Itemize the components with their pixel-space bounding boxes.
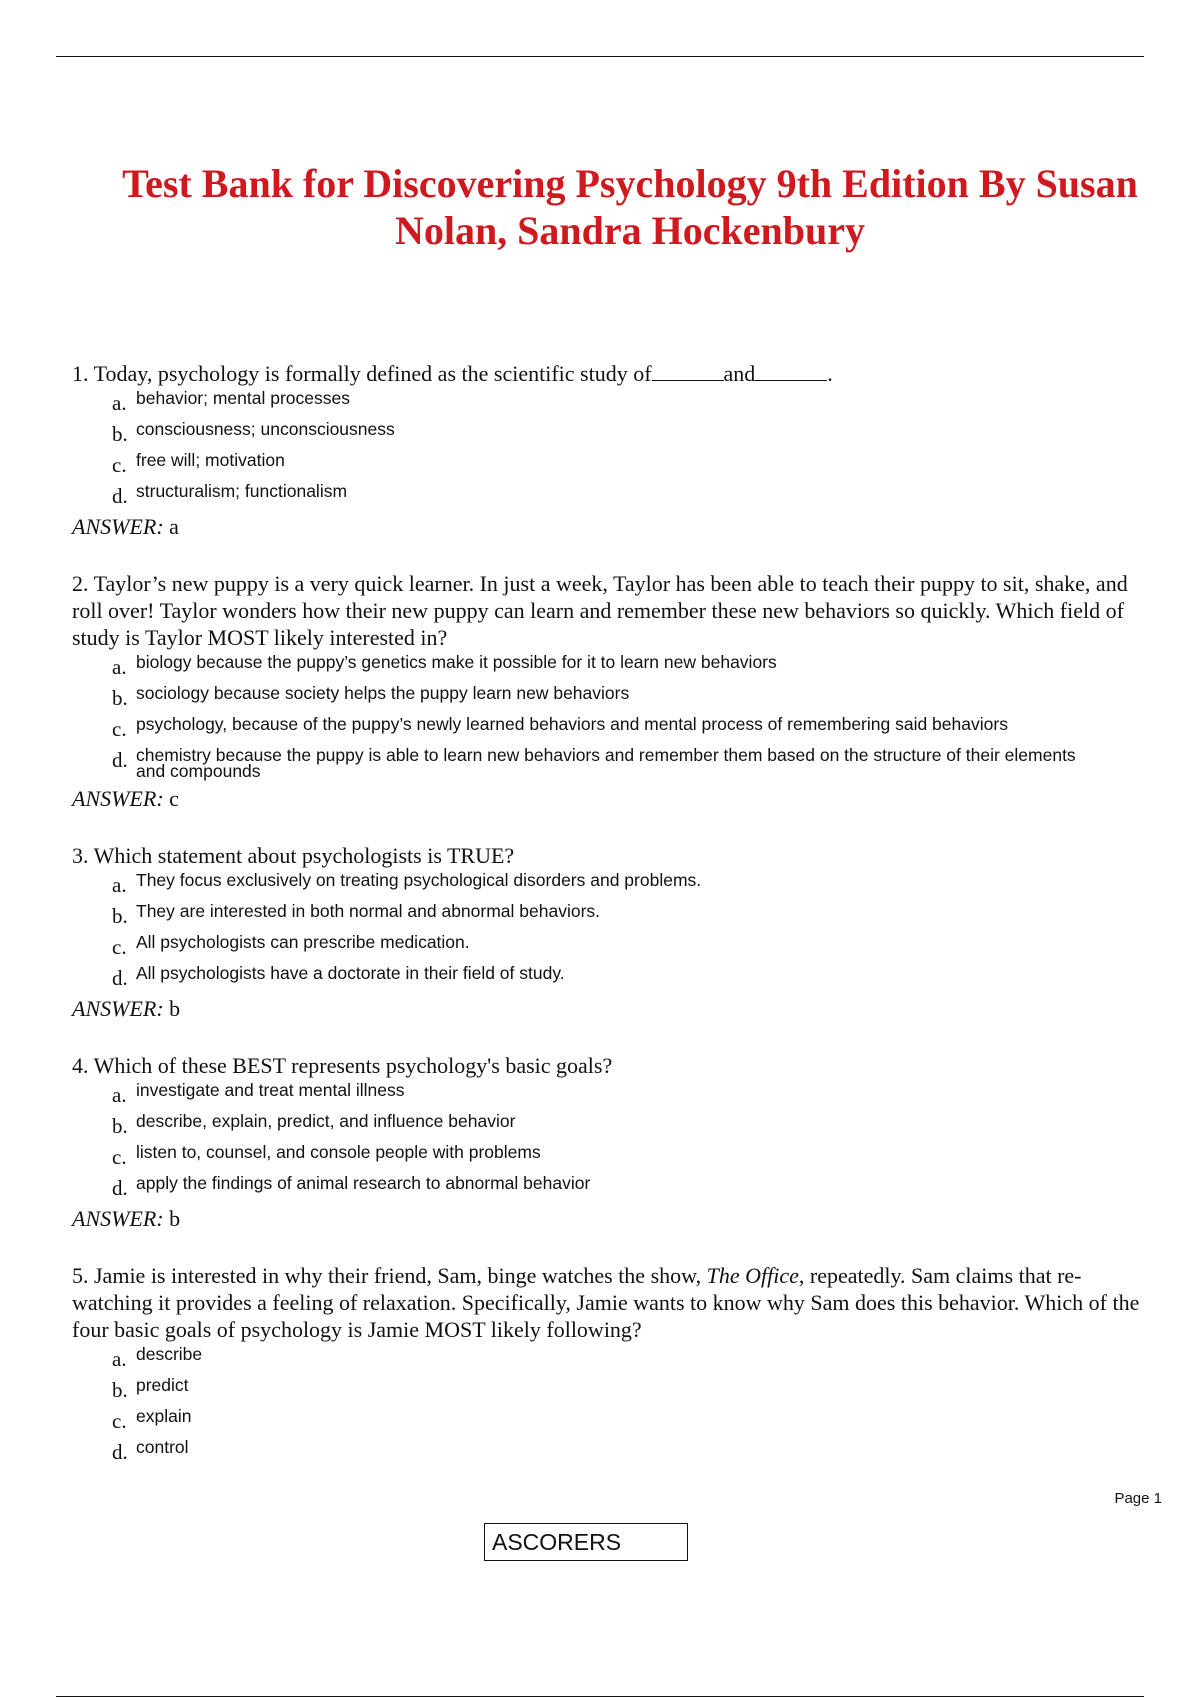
question-5 <box>72 1262 1162 1463</box>
answer-line <box>72 514 1162 540</box>
option-list <box>72 654 1162 779</box>
option-list <box>72 1346 1162 1463</box>
option-c: c. explain <box>112 1406 192 1433</box>
answer-value: c <box>169 786 179 811</box>
answer-line <box>72 786 1162 812</box>
option-d: d. structuralism; functionalism <box>112 481 348 508</box>
question-text: 3. Which statement about psychologists is TRUE? <box>72 843 515 868</box>
option-a: a. behavior; mental processes <box>112 388 350 415</box>
option-d: d. apply the findings of animal research to abnormal behavior <box>112 1173 591 1200</box>
option-b: b. They are interested in both normal and abnormal behaviors. <box>112 901 601 928</box>
question-number: 3. <box>72 843 89 868</box>
top-rule <box>56 56 1144 57</box>
answer-line <box>72 1206 1162 1232</box>
answer-value: a <box>169 514 179 539</box>
question-4 <box>72 1052 1162 1232</box>
fill-blank <box>755 362 827 381</box>
option-c: c. All psychologists can prescribe medication. <box>112 932 470 959</box>
question-number: 1. <box>72 361 89 386</box>
option-b: b. predict <box>112 1375 189 1402</box>
fill-blank <box>652 362 724 381</box>
option-d: d. All psychologists have a doctorate in their field of study. <box>112 963 565 990</box>
option-a: a. biology because the puppy’s genetics make it possible for it to learn new behaviors <box>112 652 777 679</box>
question-list <box>72 360 1162 1493</box>
question-text: 4. Which of these BEST represents psychology's basic goals? <box>72 1053 613 1078</box>
option-b: b. sociology because society helps the puppy learn new behaviors <box>112 683 630 710</box>
option-a: a. describe <box>112 1344 203 1371</box>
bottom-rule <box>56 1696 1144 1697</box>
document-title: Test Bank for Discovering Psychology 9th Edition By Susan Nolan, Sandra Hockenbury <box>122 161 1138 253</box>
question-3 <box>72 842 1162 1022</box>
option-a: a. investigate and treat mental illness <box>112 1080 405 1107</box>
question-2 <box>72 570 1162 812</box>
option-list <box>72 872 1162 989</box>
option-a: a. They focus exclusively on treating psychological disorders and problems. <box>112 870 702 897</box>
watermark-stamp: ASCORERS <box>484 1523 688 1561</box>
answer-label: ANSWER: <box>72 786 164 811</box>
option-d: d. control <box>112 1437 189 1464</box>
answer-value: b <box>169 996 181 1021</box>
question-1 <box>72 360 1162 540</box>
answer-label: ANSWER: <box>72 996 164 1021</box>
question-text: 1. Today, psychology is formally defined as the scientific study of and . <box>72 361 833 386</box>
question-text: 5. Jamie is interested in why their friend, Sam, binge watches the show, The Office, repeatedly. Sam claims that re-watching it provides a feeling of relaxation. Specifically, Jamie wants to know why Sam does this behavior. Which of the four basic goals of psychology is Jamie MOST likely following? <box>72 1263 1140 1342</box>
page-number: Page 1 <box>1114 1490 1162 1507</box>
option-list <box>72 390 1162 507</box>
show-title: The Office <box>706 1263 799 1288</box>
option-c: c. free will; motivation <box>112 450 285 477</box>
option-b: b. consciousness; unconsciousness <box>112 419 395 446</box>
question-number: 4. <box>72 1053 89 1078</box>
option-c: c. listen to, counsel, and console people with problems <box>112 1142 541 1169</box>
answer-line <box>72 996 1162 1022</box>
answer-value: b <box>169 1206 181 1231</box>
question-text: 2. Taylor’s new puppy is a very quick learner. In just a week, Taylor has been able to teach their puppy to sit, shake, and roll over! Taylor wonders how their new puppy can learn and remember these new behaviors so quickly. Which field of study is Taylor MOST likely interested in? <box>72 571 1128 650</box>
option-list <box>72 1082 1162 1199</box>
option-c: c. psychology, because of the puppy’s newly learned behaviors and mental process of remembering said behaviors <box>112 714 1008 741</box>
option-b: b. describe, explain, predict, and influence behavior <box>112 1111 516 1138</box>
question-number: 2. <box>72 571 89 596</box>
question-number: 5. <box>72 1263 89 1288</box>
answer-label: ANSWER: <box>72 1206 164 1231</box>
answer-label: ANSWER: <box>72 514 164 539</box>
option-d: d. chemistry because the puppy is able to learn new behaviors and remember them based on the structure of their elements and compounds <box>112 745 1076 781</box>
